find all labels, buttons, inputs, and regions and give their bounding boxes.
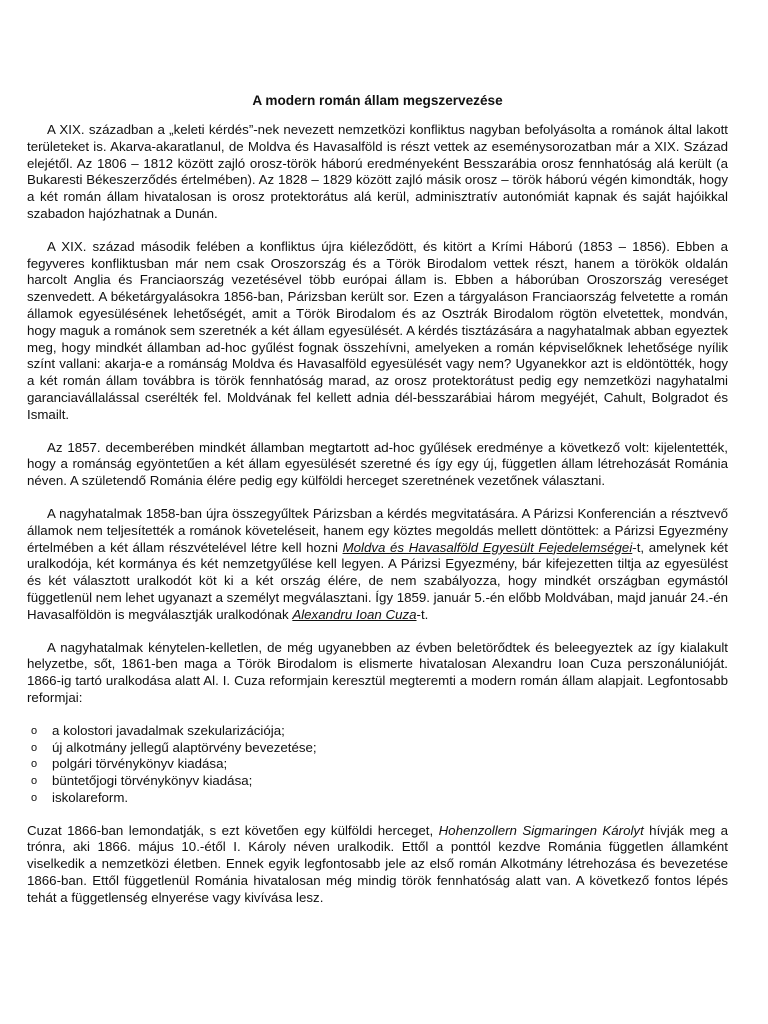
paragraph-text: Az 1857. decemberében mindkét államban megtartott ad-hoc gyűlések eredménye a következő volt: kijelentették, hogy a románság egyöntetűen a két állam egyesülését szeretné és így egy új, független állam létrehozását Románia néven. A születendő Románia élére pedig egy külföldi herceget szeretnének vezetőnek választani. — [27, 439, 728, 489]
list-item-text: iskolareform. — [52, 789, 129, 805]
bullet-icon: o — [31, 741, 38, 754]
paragraph-eastern-question — [27, 122, 728, 223]
name-hohenzollern: Hohenzollern Sigmaringen Károlyt — [438, 822, 644, 838]
paragraph-text: A XIX. század második felében a konfliktus újra kiéleződött, és kitört a Krími Háború (1853 – 1856). Ebben a fegyveres konfliktusban már nem csak Oroszország és a Török Birodalom vettek részt, hanem a törökök oldalán harcolt Anglia és Franciaország vezetésével több európai állam is. Ebben a háborúban Oroszország vereséget szenvedett. A béketárgyalásokra 1856-ban, Párizsban került sor. Ezen a tárgyaláson Franciaország felvetette a román államok egyesülésének lehetőségét, amit a Török Birodalom és az Osztrák Birodalom rögtön elvetettek, mondván, hogy maguk a románok sem szeretnék a két állam egyesülését. A kérdés tisztázására a nagyhatalmak abban egyeztek meg, hogy mindkét államban ad-hoc gyűlést fognak összehívni, amelyeken a román képviselőknek lehetősége nyílik színt vallani: akarja-e a románság Moldva és Havasalföld egyesülését vagy nem? Ugyanekkor azt is eldöntötték, hogy a két román állam továbbra is török fennhatóság marad, az orosz protektorátust pedig egy nemzetközi nagyhatalmi garanciavállalással cserélték fel. Moldvának fel kellett adnia dél-besszarábiai három megyéjét, Cahult, Bolgradot és Ismailt. — [27, 238, 728, 422]
bullet-icon: o — [31, 775, 38, 788]
bullet-icon: o — [31, 791, 38, 804]
list-item-text: új alkotmány jellegű alaptörvény bevezetése; — [52, 739, 317, 755]
list-item — [27, 740, 728, 757]
paragraph-paris-convention — [27, 506, 728, 624]
paragraph-text: A XIX. században a „keleti kérdés”-nek nevezett nemzetközi konfliktus nagyban befolyásolta a románok által lakott területeket is. Akarva-akaratlanul, de Moldva és Havasalföld is részt vettek az eseménysorozatban már a XIX. Század elejétől. Az 1806 – 1812 között zajló orosz-török háború eredményeként Besszarábia orosz fennhatóság alá került (a Bukaresti Békeszerződés értelmében). Az 1828 – 1829 között zajló másik orosz – török háború végén kimondták, hogy a két román állam hivatalosan is orosz protektorátus alá kerül, adminisztratív autonómiát kapnak és saját hajóikkal szabadon hajózhatnak a Dunán. — [27, 122, 728, 221]
paragraph-text: hívják meg a trónra, aki 1866. május 10.-étől I. Károly néven uralkodik. Ettől a ponttól kezdve Románia független államként viselkedik a nemzetközi életben. Ennek egyik legfontosabb jele az első román Alkotmány létrehozása és bevezetése 1866-ban. Ettől függetlenül Románia hivatalosan még mindig török fennhatóság alatt van. A következő fontos lépés tehát a függetlenség elnyerése vagy kivívása lesz. — [27, 822, 728, 905]
paragraph-text: A nagyhatalmak kénytelen-kelletlen, de még ugyanebben az évben beletörődtek és beleegyeztek az így kialakult helyzetbe, sőt, 1861-ben maga a Török Birodalom is elismerte hivatalosan Alexandru Ioan Cuza perszonálunióját. 1866-ig tartó uralkodása alatt Al. I. Cuza reformjain keresztül megteremti a modern román állam alapjait. Legfontosabb reformjai: — [27, 639, 728, 705]
bullet-icon: o — [31, 758, 38, 771]
paragraph-text: -t. — [416, 606, 429, 622]
paragraph-crimean-war — [27, 239, 728, 424]
paragraph-cuza-reforms — [27, 640, 728, 707]
paragraph-ad-hoc-assemblies — [27, 440, 728, 490]
paragraph-text: Cuzat 1866-ban lemondatják, s ezt követően egy külföldi herceget, — [27, 822, 439, 838]
paragraph-text: -t, amelynek két uralkodója, két kormánya és két nemzetgyűlése kell legyen. A Párizsi Egyezmény, bár kifejezetten tiltja az egyesülést és két választott uralkodót köt ki a két ország élére, de nem szabályozza, hogy mindkét országban egymástól függetlenül nem lehet ugyanazt a személyt megválasztani. Így 1859. január 5.-én előbb Moldvában, majd január 24.-én Havasalföldön is megválasztják uralkodónak — [27, 539, 728, 622]
paragraph-carol-i — [27, 823, 728, 907]
list-item — [27, 790, 728, 807]
document-title: A modern román állam megszervezése — [252, 93, 503, 108]
paragraph-text: A nagyhatalmak 1858-ban újra összegyűltek Párizsban a kérdés megvitatására. A Párizsi Konferencián a résztvevő államok nem teljesítették a románok követeléseit, hanem egy köztes megoldás mellett döntöttek: a Párizsi Egyezmény értelmében a két állam részvételével létre kell hozni — [27, 505, 728, 555]
list-item-text: a kolostori javadalmak szekularizációja; — [52, 722, 285, 738]
list-item-text: polgári törvénykönyv kiadása; — [52, 756, 228, 772]
link-united-principalities[interactable]: Moldva és Havasalföld Egyesült Fejedelemségei — [342, 539, 633, 555]
reforms-list — [27, 723, 728, 807]
list-item — [27, 773, 728, 790]
list-item-text: büntetőjogi törvénykönyv kiadása; — [52, 773, 253, 789]
list-item — [27, 756, 728, 773]
link-alexandru-ioan-cuza[interactable]: Alexandru Ioan Cuza — [292, 606, 417, 622]
bullet-icon: o — [31, 724, 38, 737]
list-item — [27, 723, 728, 740]
